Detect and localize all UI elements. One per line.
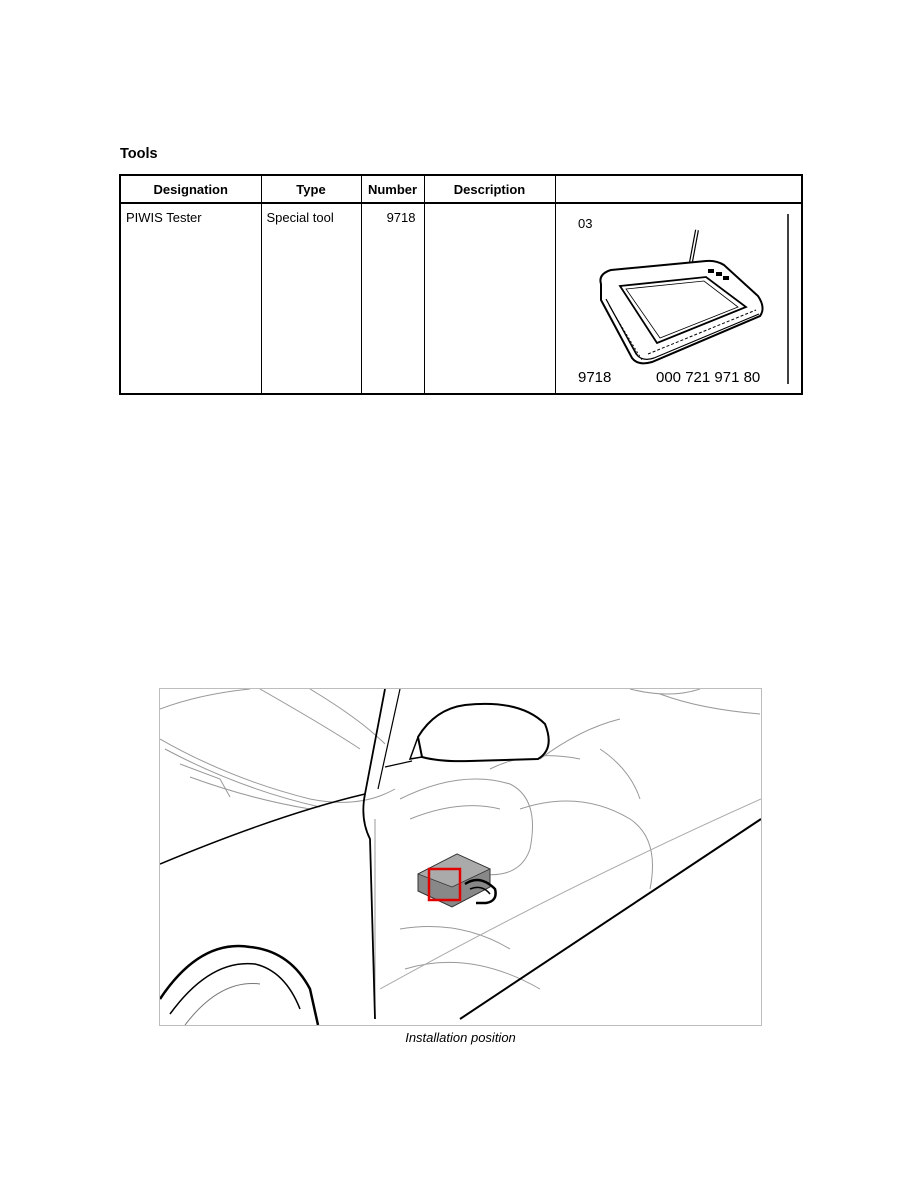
column-header-image <box>555 175 802 203</box>
cell-designation: PIWIS Tester <box>120 203 261 394</box>
table-row <box>120 203 802 394</box>
tool-image-label-number: 9718 <box>577 369 611 386</box>
column-header-description: Description <box>424 175 555 203</box>
table-header-row <box>120 175 802 203</box>
installation-figure <box>159 688 762 1026</box>
column-header-type: Type <box>261 175 361 203</box>
tool-image-label-part-number: 000 721 971 80 <box>655 369 760 386</box>
column-header-designation: Designation <box>120 175 261 203</box>
column-header-number: Number <box>361 175 424 203</box>
cell-number: 9718 <box>361 203 424 394</box>
installation-illustration <box>160 689 761 1025</box>
cell-description <box>424 203 555 394</box>
section-title-tools: Tools <box>120 146 158 162</box>
tool-image-label-top: 03 <box>577 216 592 231</box>
cell-tool-image <box>555 203 802 394</box>
cell-type: Special tool <box>261 203 361 394</box>
tools-table <box>119 174 803 395</box>
piwis-tester-illustration <box>556 204 801 397</box>
figure-caption: Installation position <box>405 1030 516 1045</box>
